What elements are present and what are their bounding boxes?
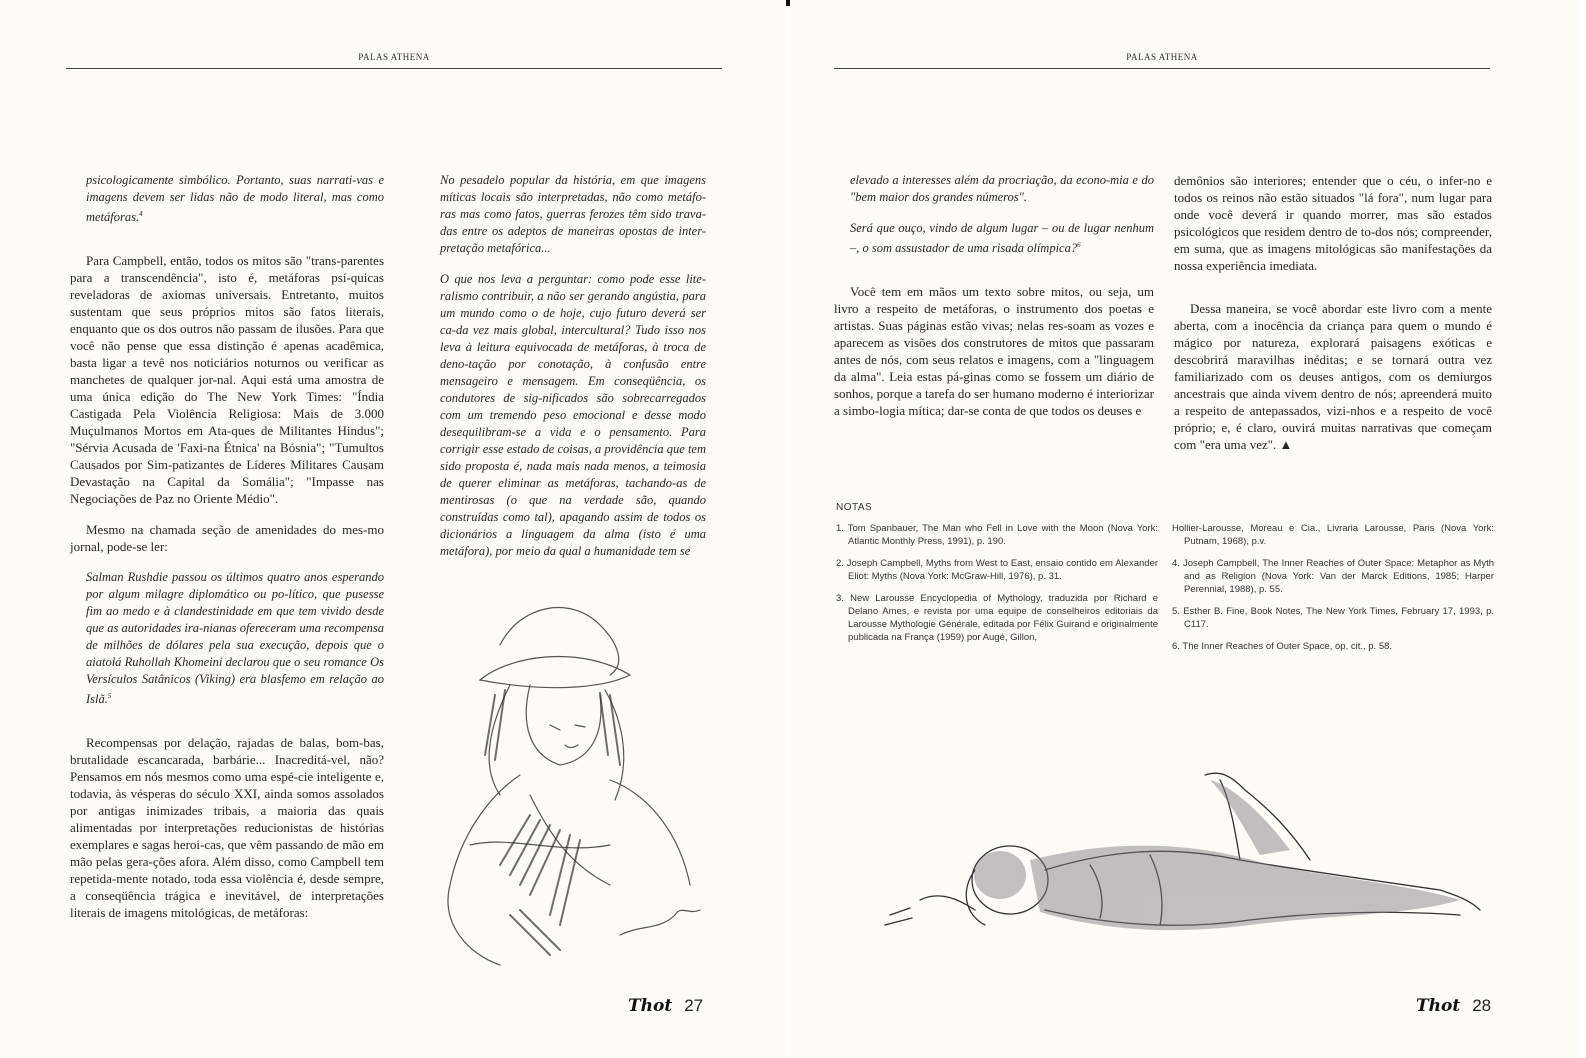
footnote-ref: 6 (1077, 241, 1081, 249)
footnote-ref: 4 (139, 210, 143, 218)
paragraph: Para Campbell, então, todos os mitos são "trans-parentes para a transcendência", isto é, metáforas psí-quicas reveladoras de axiomas universais. Entretanto, muitos sustentam que seus próprios mitos são fatos literais, enquanto que os dos outros não passam de ilusões. Para que você não pense que essa distinção é apenas acadêmica, basta ligar a tevê nos noticiários noturnos ou verificar as manchetes de qualquer jor-nal. Aqui está uma amostra de uma única edição do The New York Times: "Índia Castigada Pela Violência Religiosa: Mais de 3.000 Muçulmanos Mortos em Ata-ques de Militantes Hindus"; "Sérvia Acusada de 'Faxi-na Étnica' na Bósnia"; "Tumultos Causados por Sim-patizantes de Líderes Militares Causam Devastação na Capital da Somália"; "Impasse nas Negociações de Paz no Oriente Médio". (70, 253, 384, 507)
block-quote: Será que ouço, vindo de algum lugar – ou de lugar nenhum –, o som assustador de uma risada olímpica?$^6$ (850, 221, 1154, 256)
page-number: 28 (1472, 996, 1492, 1015)
right-page-column-1 (834, 172, 1154, 419)
running-header: PALAS ATHENA (1126, 52, 1198, 62)
note-item: 6. The Inner Reaches of Outer Space, op. cit., p. 58. (1172, 641, 1393, 652)
note-item: Hollier-Larousse, Moreau e Cia., Livraria Larousse, Paris (Nova York: Putnam, 1968), p.v. (1172, 523, 1494, 547)
note-item: 5. Esther B. Fine, Book Notes, The New York Times, February 17, 1993, p. C117. (1172, 606, 1494, 630)
paragraph: Dessa maneira, se você abordar este livro com a mente aberta, com a inocência da criança para quem o mundo é mágico por natureza, explorará paisagens exóticas e descobrirá maravilhas inéditas; e se tornará outra vez familiarizado com os deuses antigos, com os demiurgos ancestrais que ainda vivem dentro de nós; apreenderá muito a respeito de antepassados, vizi-nhos e a respeito de você próprio; e, é claro, ouvirá muitas narrativas que começam com "era uma vez". ▲ (1174, 301, 1492, 452)
notes-column-2 (1172, 522, 1494, 662)
right-page-column-2 (1174, 172, 1492, 453)
block-quote: O que nos leva a perguntar: como pode esse lite-ralismo contribuir, a não ser gerando angústia, para um mundo como o de hoje, cujo futuro deverá ser ca-da vez mais global, intercultural? Tudo isso nos leva à leitura equivocada de metáforas, à troca de deno-tação por conotação, à confusão entre mensageiro e mensagem. Em conseqüência, os condutores de sig-nificados são sobrecarregados com um tremendo peso emocional e desse modo desequilibram-se a vida e o pensamento. Para corrigir esse estado de coisas, a providência que tem sido proposta é, nada mais nada menos, a teimosia de querer eliminar as metáforas, tachando-as de mentirosas (o que na verdade são, quando construídas como tal), apagando assim de todos os dicionários a linguagem da alma (isto é uma metáfora), por meio da qual a humanidade tem se (440, 272, 706, 558)
left-page (0, 0, 787, 1058)
right-page (790, 0, 1577, 1058)
left-page-column-1 (70, 172, 384, 921)
left-page-footer (628, 996, 703, 1016)
note-item: 3. New Larousse Encyclopedia of Mythology, traduzida por Richard e Delano Ames, e revista por uma equipe de conselheiros editoriais da Larousse Mythologie Générale, editada por Félix Guirand e originalmente publicada na França (1959) por Augé, Gillon, (836, 593, 1158, 643)
paragraph: Recompensas por delação, rajadas de balas, bom-bas, brutalidade escancarada, barbárie... Inacreditá-vel, não? Pensamos em nós mesmos como uma espé-cie inteligente e, todavia, às vésperas do século XXI, ainda somos assolados por antigas inimizades tribais, a maioria das quais alimentadas por interpretações reducionistas de histórias exemplares e sagas heroi-cas, que vêm passando de mão em mão pelas gera-ções afora. Além disso, como Campbell tem repetida-mente notado, toda essa violência é, desde sempre, a conseqüência trágica e inevitável, de interpretações literais de imagens mitológicas, de metáforas: (70, 735, 384, 921)
right-page-footer (1416, 996, 1491, 1016)
running-header: PALAS ATHENA (358, 52, 430, 62)
note-item: 2. Joseph Campbell, Myths from West to East, ensaio contido em Alexander Eliot: Myths (Nova York: McGraw-Hill, 1976), p. 31. (836, 558, 1158, 582)
paragraph: demônios são interiores; entender que o céu, o infer-no e todos os reinos não estão situados "lá fora", num lugar para onde você deverá ir quando morrer, mas são estados psicológicos que residem dentro de to-dos nós; compreender, em suma, que as imagens mitológicas são manifestações da nossa experiência imediata. (1174, 173, 1492, 273)
thot-logo: Thot (1416, 996, 1461, 1016)
left-page-column-2 (424, 172, 706, 560)
block-quote: psicologicamente simbólico. Portanto, suas narrati-vas e imagens devem ser lidas não de modo literal, mas como metáforas.$^4$ (86, 173, 384, 225)
block-quote: Salman Rushdie passou os últimos quatro anos esperando por algum milagre diplomático ou po-lítico, que pusesse fim ao medo e à clandestinidade em que tem vivido desde que as autoridades ira-nianas ofereceram uma recompensa de milhões de dólares pela sua execução, depois que o aiatolá Ruhollah Khomeini declarou que o seu romance Os Versículos Satânicos (Viking) era blasfemo em relação ao Islã.$^5$ (86, 570, 384, 707)
header-rule (66, 68, 722, 69)
sketch-reclining-figure (850, 740, 1490, 970)
sketch-woman-with-hat (410, 585, 730, 975)
header-rule (834, 68, 1490, 69)
note-item: 4. Joseph Campbell, The Inner Reaches of Outer Space: Metaphor as Myth and as Religion (Nova York: Van der Marck Editions, 1985; Harper Perennial, 1988), p. 55. (1172, 558, 1494, 595)
footnote-ref: 5 (107, 692, 112, 701)
notes-column-1 (836, 522, 1158, 653)
page-number: 27 (684, 996, 704, 1015)
block-quote: No pesadelo popular da história, em que imagens míticas locais são interpretadas, não como metáfo-ras mas como fatos, guerras ferozes têm sido trava-das entre os adeptos de maneiras opostas de inter-pretação metafórica... (440, 173, 706, 255)
paragraph: Mesmo na chamada seção de amenidades do mes-mo jornal, pode-se ler: (70, 522, 384, 555)
paragraph: Você tem em mãos um texto sobre mitos, ou seja, um livro a respeito de metáforas, o instrumento dos poetas e artistas. Suas páginas estão vivas; nelas res-soam as vozes e aparecem as visões dos construtores de mitos que passaram antes de nós, com seus relatos e imagens, com a "linguagem da alma". Leia estas pá-ginas como se fossem um diário de sonhos, porque a tarefa do ser humano moderno é interiorizar a simbo-logia mítica; dar-se conta de que todos os deuses e (834, 284, 1154, 419)
note-item: 1. Tom Spanbauer, The Man who Fell in Love with the Moon (Nova York: Atlantic Monthly Press, 1991), p. 190. (836, 523, 1158, 547)
block-quote: elevado a interesses além da procriação, da econo-mia e do "bem maior dos grandes números". (850, 173, 1154, 204)
thot-logo: Thot (628, 996, 673, 1016)
notes-title: NOTAS (836, 502, 873, 513)
